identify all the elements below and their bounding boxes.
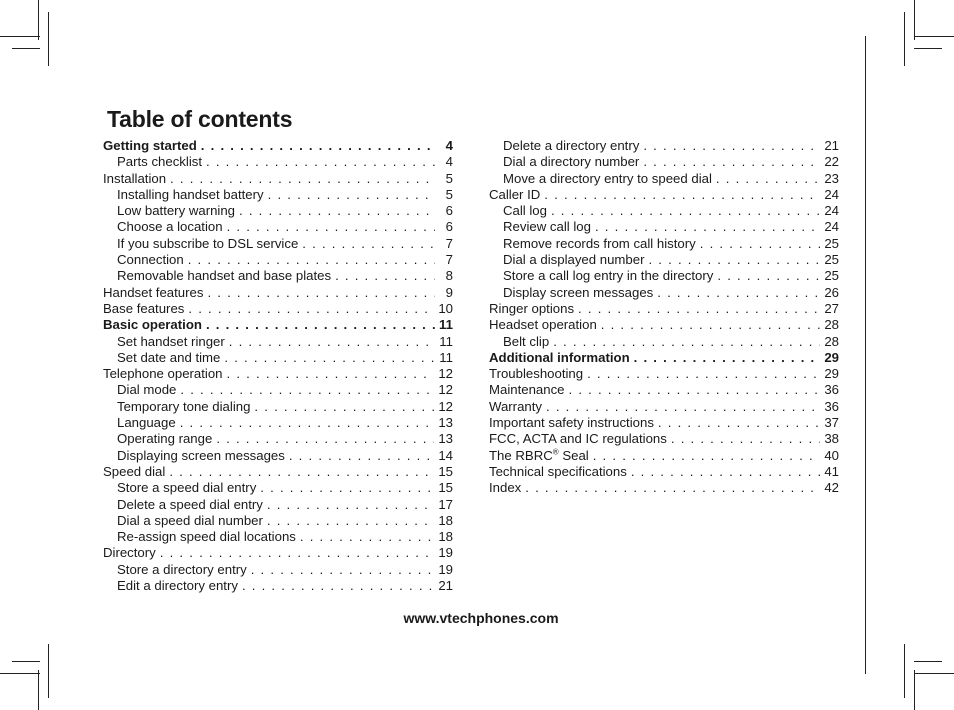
dot-leader <box>229 334 435 350</box>
crop-mark <box>914 661 942 662</box>
toc-entry[interactable] <box>103 529 453 545</box>
toc-entry-label: Installation <box>103 170 167 186</box>
crop-mark <box>38 670 39 710</box>
toc-entry-page: 21 <box>438 578 453 594</box>
dot-leader <box>601 317 821 333</box>
dot-leader <box>251 562 435 578</box>
toc-entry[interactable] <box>489 480 839 496</box>
dot-leader <box>335 268 435 284</box>
toc-entry-label: Maintenance <box>489 382 565 398</box>
toc-entry-label: Edit a directory entry <box>117 578 238 594</box>
toc-entry[interactable] <box>489 350 839 366</box>
dot-leader <box>170 171 435 187</box>
toc-entry[interactable] <box>103 382 453 398</box>
crop-mark <box>0 673 40 674</box>
toc-entry-page: 13 <box>438 415 453 431</box>
dot-leader <box>227 366 435 382</box>
toc-entry[interactable] <box>103 399 453 415</box>
toc-entry-label: Set handset ringer <box>117 333 225 349</box>
toc-entry-page: 15 <box>438 480 453 496</box>
toc-entry[interactable] <box>103 350 453 366</box>
toc-entry-label: Telephone operation <box>103 366 223 382</box>
toc-entry-label: Review call log <box>503 219 591 235</box>
toc-entry[interactable] <box>103 154 453 170</box>
toc-entry-label: Language <box>117 415 176 431</box>
toc-entry-page: 29 <box>824 366 839 382</box>
toc-entry[interactable] <box>103 562 453 578</box>
dot-leader <box>634 350 821 366</box>
toc-entry-page: 9 <box>445 284 453 300</box>
toc-entry[interactable] <box>489 448 839 464</box>
toc-column-left <box>103 138 453 594</box>
toc-entry-page: 8 <box>445 268 453 284</box>
toc-entry[interactable] <box>103 415 453 431</box>
dot-leader <box>268 187 435 203</box>
dot-leader <box>671 431 820 447</box>
toc-entry-label: Ringer options <box>489 300 575 316</box>
dot-leader <box>643 138 820 154</box>
toc-entry-page: 17 <box>438 496 453 512</box>
dot-leader <box>546 399 820 415</box>
dot-leader <box>525 480 820 496</box>
crop-mark <box>914 673 954 674</box>
toc-entry[interactable] <box>103 366 453 382</box>
toc-entry-label: Move a directory entry to speed dial <box>503 170 712 186</box>
dot-leader <box>206 154 435 170</box>
toc-entry[interactable] <box>489 415 839 431</box>
toc-entry-page: 21 <box>824 138 839 153</box>
crop-mark <box>914 0 915 40</box>
toc-entry-label: Delete a speed dial entry <box>117 496 263 512</box>
toc-entry[interactable] <box>103 187 453 203</box>
dot-leader <box>700 236 821 252</box>
crop-mark <box>914 670 915 710</box>
dot-leader <box>578 301 820 317</box>
toc-entry-page: 15 <box>438 463 453 479</box>
dot-leader <box>631 464 821 480</box>
toc-entry-page: 40 <box>824 447 839 463</box>
toc-entry-label: Operating range <box>117 431 213 447</box>
toc-entry[interactable] <box>489 268 839 284</box>
toc-entry[interactable] <box>489 187 839 203</box>
toc-entry-label: Basic operation <box>103 317 202 333</box>
toc-entry-page: 4 <box>445 154 453 170</box>
toc-entry-label: Removable handset and base plates <box>117 268 332 284</box>
toc-entry-page: 19 <box>438 545 453 561</box>
toc-entry-page: 6 <box>445 219 453 235</box>
dot-leader <box>587 366 820 382</box>
toc-entry[interactable] <box>489 203 839 219</box>
dot-leader <box>553 334 820 350</box>
crop-mark <box>12 48 40 49</box>
toc-entry-label: Handset features <box>103 284 204 300</box>
toc-entry-label: Belt clip <box>503 333 550 349</box>
toc-entry[interactable] <box>103 317 453 333</box>
toc-entry-page: 12 <box>438 366 453 382</box>
toc-entry-page: 28 <box>824 317 839 333</box>
crop-mark <box>38 0 39 40</box>
toc-entry-page: 7 <box>445 252 453 268</box>
dot-leader <box>267 513 434 529</box>
toc-entry-page: 24 <box>824 203 839 219</box>
toc-entry-page: 25 <box>824 268 839 284</box>
crop-mark <box>914 36 954 37</box>
toc-entry[interactable] <box>103 448 453 464</box>
toc-entry-page: 11 <box>439 317 453 333</box>
toc-entry-label: Directory <box>103 545 156 561</box>
toc-entry[interactable] <box>489 334 839 350</box>
toc-entry[interactable] <box>489 236 839 252</box>
toc-entry-page: 41 <box>824 463 839 479</box>
toc-entry-page: 36 <box>824 398 839 414</box>
toc-entry-label: If you subscribe to DSL service <box>117 235 299 251</box>
toc-entry[interactable] <box>489 285 839 301</box>
crop-mark <box>48 12 49 66</box>
toc-entry-label: Speed dial <box>103 463 166 479</box>
toc-entry-label: Important safety instructions <box>489 415 654 431</box>
crop-mark <box>904 644 905 698</box>
toc-entry-label: Remove records from call history <box>503 235 696 251</box>
dot-leader <box>300 529 434 545</box>
toc-entry[interactable] <box>489 219 839 235</box>
toc-entry-label: Index <box>489 480 522 496</box>
toc-entry-label: Store a speed dial entry <box>117 480 257 496</box>
toc-entry-label: Dial mode <box>117 382 177 398</box>
toc-entry[interactable] <box>103 285 453 301</box>
dot-leader <box>206 317 435 333</box>
dot-leader <box>160 545 435 561</box>
toc-entry[interactable] <box>489 252 839 268</box>
crop-mark <box>0 36 40 37</box>
toc-entry-label: Set date and time <box>117 349 221 365</box>
dot-leader <box>643 154 820 170</box>
page-title: Table of contents <box>107 106 293 132</box>
toc-entry-page: 25 <box>824 235 839 251</box>
dot-leader <box>716 171 820 187</box>
dot-leader <box>227 219 435 235</box>
toc-entry[interactable] <box>103 138 453 154</box>
crop-mark <box>12 661 40 662</box>
toc-entry-page: 37 <box>824 415 839 431</box>
dot-leader <box>717 268 820 284</box>
toc-entry-label: Connection <box>117 252 184 268</box>
toc-entry[interactable] <box>103 545 453 561</box>
toc-entry-label: Display screen messages <box>503 284 654 300</box>
toc-entry-label: Displaying screen messages <box>117 447 285 463</box>
dot-leader <box>180 415 435 431</box>
toc-entry[interactable] <box>103 334 453 350</box>
dot-leader <box>260 480 434 496</box>
dot-leader <box>658 415 820 431</box>
toc-entry-label: Low battery warning <box>117 203 236 219</box>
toc-entry-page: 5 <box>445 186 453 202</box>
toc-entry-page: 7 <box>445 235 453 251</box>
toc-entry-page: 12 <box>438 398 453 414</box>
toc-entry[interactable] <box>489 171 839 187</box>
toc-entry-label: Getting started <box>103 138 197 153</box>
dot-leader <box>267 497 434 513</box>
toc-entry-page: 14 <box>438 447 453 463</box>
toc-entry[interactable] <box>103 252 453 268</box>
dot-leader <box>224 350 435 366</box>
toc-entry-page: 13 <box>438 431 453 447</box>
dot-leader <box>239 203 435 219</box>
footer-url[interactable]: www.vtechphones.com <box>403 610 559 626</box>
toc-entry-page: 29 <box>824 349 839 365</box>
toc-entry-label: Dial a speed dial number <box>117 512 263 528</box>
toc-entry[interactable] <box>489 431 839 447</box>
toc-entry-page: 19 <box>438 561 453 577</box>
toc-entry[interactable] <box>489 366 839 382</box>
toc-entry[interactable] <box>103 219 453 235</box>
dot-leader <box>657 285 820 301</box>
toc-entry-label: Dial a displayed number <box>503 252 645 268</box>
toc-entry-page: 23 <box>824 170 839 186</box>
toc-entry-label: The RBRC® Seal <box>489 447 589 463</box>
dot-leader <box>569 382 821 398</box>
toc-entry-page: 10 <box>438 300 453 316</box>
toc-entry[interactable] <box>103 268 453 284</box>
toc-entry-label: Re-assign speed dial locations <box>117 529 296 545</box>
dot-leader <box>648 252 820 268</box>
toc-entry-page: 11 <box>439 349 453 365</box>
crop-mark <box>914 48 942 49</box>
dot-leader <box>302 236 435 252</box>
dot-leader <box>254 399 434 415</box>
toc-entry-page: 24 <box>824 219 839 235</box>
dot-leader <box>216 431 434 447</box>
toc-entry-page: 38 <box>824 431 839 447</box>
toc-entry[interactable] <box>103 203 453 219</box>
toc-entry[interactable] <box>103 171 453 187</box>
dot-leader <box>289 448 434 464</box>
toc-entry[interactable] <box>489 301 839 317</box>
toc-entry-label: Store a directory entry <box>117 561 247 577</box>
dot-leader <box>242 578 434 594</box>
dot-leader <box>593 448 821 464</box>
toc-entry-label: Parts checklist <box>117 154 203 170</box>
toc-entry[interactable] <box>489 464 839 480</box>
toc-entry-page: 22 <box>824 154 839 170</box>
dot-leader <box>207 285 435 301</box>
crop-mark <box>48 644 49 698</box>
toc-entry-page: 27 <box>824 300 839 316</box>
toc-entry[interactable] <box>103 578 453 594</box>
dot-leader <box>188 252 435 268</box>
toc-entry-label: Troubleshooting <box>489 366 584 382</box>
crop-mark <box>904 12 905 66</box>
toc-entry[interactable] <box>103 513 453 529</box>
toc-entry-label: Installing handset battery <box>117 186 264 202</box>
toc-entry-page: 28 <box>824 333 839 349</box>
toc-entry[interactable] <box>489 382 839 398</box>
toc-entry-label: Dial a directory number <box>503 154 640 170</box>
toc-entry-label: Caller ID <box>489 186 541 202</box>
toc-entry[interactable] <box>103 464 453 480</box>
toc-entry-page: 18 <box>438 512 453 528</box>
toc-entry-page: 11 <box>439 333 453 349</box>
toc-entry-page: 24 <box>824 186 839 202</box>
toc-entry-page: 42 <box>824 480 839 496</box>
dot-leader <box>551 203 820 219</box>
toc-entry-page: 4 <box>445 138 453 153</box>
toc-entry-page: 6 <box>445 203 453 219</box>
toc-entry-page: 26 <box>824 284 839 300</box>
toc-entry[interactable] <box>489 154 839 170</box>
toc-entry[interactable] <box>103 236 453 252</box>
toc-entry-label: Choose a location <box>117 219 223 235</box>
dot-leader <box>595 219 820 235</box>
toc-entry-page: 36 <box>824 382 839 398</box>
dot-leader <box>180 382 434 398</box>
toc-entry-label: Technical specifications <box>489 463 627 479</box>
page-edge-rule <box>865 36 866 674</box>
toc-entry-label: Temporary tone dialing <box>117 398 251 414</box>
toc-entry-label: Additional information <box>489 349 630 365</box>
toc-entry-page: 18 <box>438 529 453 545</box>
toc-entry-label: Headset operation <box>489 317 597 333</box>
toc-entry-label: Store a call log entry in the directory <box>503 268 714 284</box>
dot-leader <box>201 138 435 154</box>
toc-entry[interactable] <box>103 480 453 496</box>
toc-entry-page: 12 <box>438 382 453 398</box>
toc-entry-label: Call log <box>503 203 547 219</box>
dot-leader <box>188 301 434 317</box>
toc-entry-label: Base features <box>103 300 185 316</box>
dot-leader <box>544 187 820 203</box>
toc-column-right <box>489 138 839 497</box>
toc-entry[interactable] <box>103 301 453 317</box>
toc-entry[interactable] <box>103 497 453 513</box>
dot-leader <box>169 464 434 480</box>
toc-entry[interactable] <box>103 431 453 447</box>
toc-entry[interactable] <box>489 317 839 333</box>
toc-entry-label: Warranty <box>489 398 543 414</box>
toc-entry[interactable] <box>489 399 839 415</box>
toc-entry-label: Delete a directory entry <box>503 138 640 153</box>
toc-entry-label: FCC, ACTA and IC regulations <box>489 431 667 447</box>
toc-entry-page: 25 <box>824 252 839 268</box>
toc-entry-page: 5 <box>445 170 453 186</box>
toc-entry[interactable] <box>489 138 839 154</box>
